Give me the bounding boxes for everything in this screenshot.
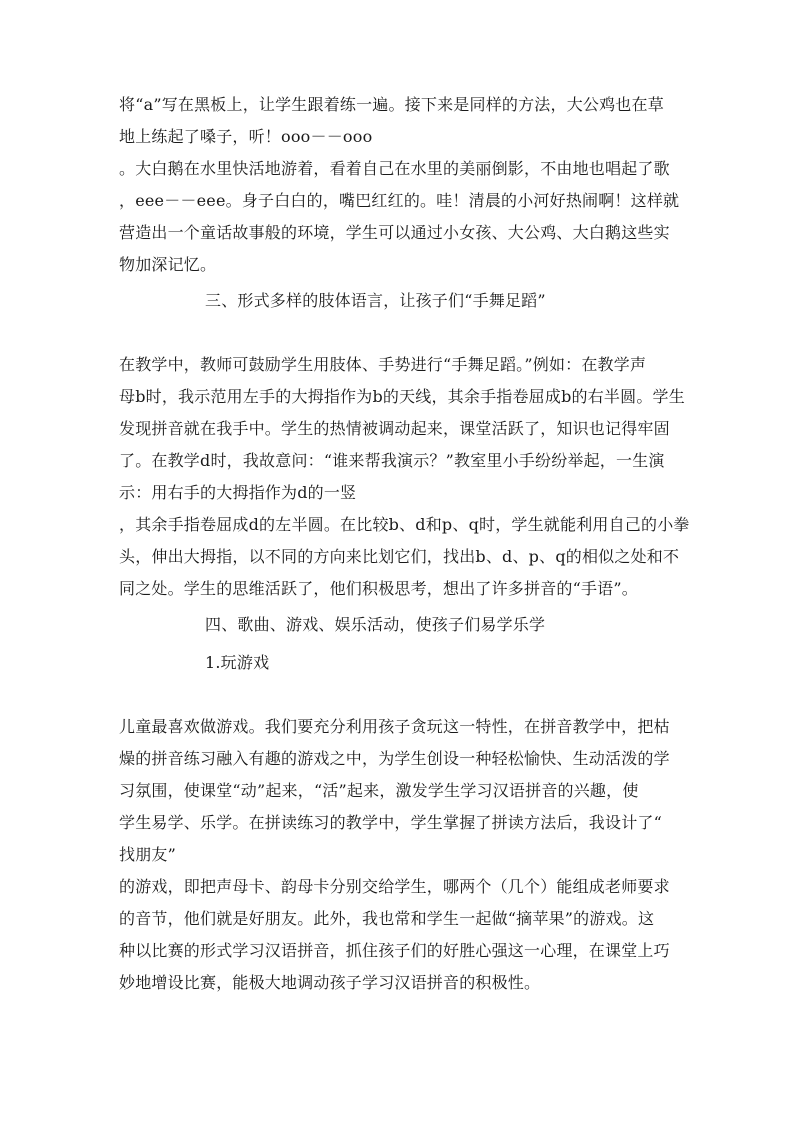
paragraph-line: ，其余手指卷屈成d的左半圆。在比较b、d和p、q时，学生就能利用自己的小拳 <box>119 515 690 534</box>
section-heading: 四、歌曲、游戏、娱乐活动，使孩子们易学乐学 <box>205 615 546 634</box>
paragraph-line: 同之处。学生的思维活跃了，他们积极思考，想出了许多拼音的“手语”。 <box>119 579 638 598</box>
paragraph-line: 头，伸出大拇指，以不同的方向来比划它们，找出b、d、p、q的相似之处和不 <box>119 547 680 566</box>
paragraph-line: 找朋友” <box>119 845 176 864</box>
paragraph-line: 将“a”写在黑板上，让学生跟着练一遍。接下来是同样的方法，大公鸡也在草 <box>119 95 664 114</box>
paragraph-line: 学生易学、乐学。在拼读练习的教学中，学生掌握了拼读方法后，我设计了“ <box>119 813 662 832</box>
section-heading: 三、形式多样的肢体语言，让孩子们“手舞足蹈” <box>205 291 546 310</box>
paragraph-line: 示：用右手的大拇指作为d的一竖 <box>119 483 357 502</box>
paragraph-line: 了。在教学d时，我故意问：“谁来帮我演示？”教室里小手纷纷举起，一生演 <box>119 451 665 470</box>
paragraph-line: 的音节，他们就是好朋友。此外，我也常和学生一起做“摘苹果”的游戏。这 <box>119 909 655 928</box>
paragraph-line: 营造出一个童话故事般的环境，学生可以通过小女孩、大公鸡、大白鹅这些实 <box>119 223 670 242</box>
subsection-heading: 1.玩游戏 <box>205 653 270 672</box>
paragraph-line: 发现拼音就在我手中。学生的热情被调动起来，课堂活跃了，知识也记得牢固 <box>119 419 670 438</box>
paragraph-line: 。大白鹅在水里快活地游着，看着自己在水里的美丽倒影，不由地也唱起了歌 <box>119 159 670 178</box>
paragraph-line: 习氛围，使课堂“动”起来，“活”起来，激发学生学习汉语拼音的兴趣，使 <box>119 781 639 800</box>
paragraph-line: 妙地增设比赛，能极大地调动孩子学习汉语拼音的积极性。 <box>119 973 541 992</box>
paragraph-line: 儿童最喜欢做游戏。我们要充分利用孩子贪玩这一特性，在拼音教学中，把枯 <box>119 717 670 736</box>
paragraph-line: 母b时，我示范用左手的大拇指作为b的天线，其余手指卷屈成b的右半圆。学生 <box>119 387 685 406</box>
paragraph-line: ，eee－－eee。身子白白的，嘴巴红红的。哇！清晨的小河好热闹啊！这样就 <box>119 191 680 210</box>
paragraph-line: 的游戏，即把声母卡、韵母卡分别交给学生，哪两个（几个）能组成老师要求 <box>119 877 670 896</box>
paragraph-line: 燥的拼音练习融入有趣的游戏之中，为学生创设一种轻松愉快、生动活泼的学 <box>119 749 670 768</box>
paragraph-line: 地上练起了嗓子，听！ooo－－ooo <box>119 127 373 146</box>
paragraph-line: 在教学中，教师可鼓励学生用肢体、手势进行“手舞足蹈。”例如：在教学声 <box>119 355 647 374</box>
paragraph-line: 种以比赛的形式学习汉语拼音，抓住孩子们的好胜心强这一心理，在课堂上巧 <box>119 941 670 960</box>
paragraph-line: 物加深记忆。 <box>119 255 217 274</box>
